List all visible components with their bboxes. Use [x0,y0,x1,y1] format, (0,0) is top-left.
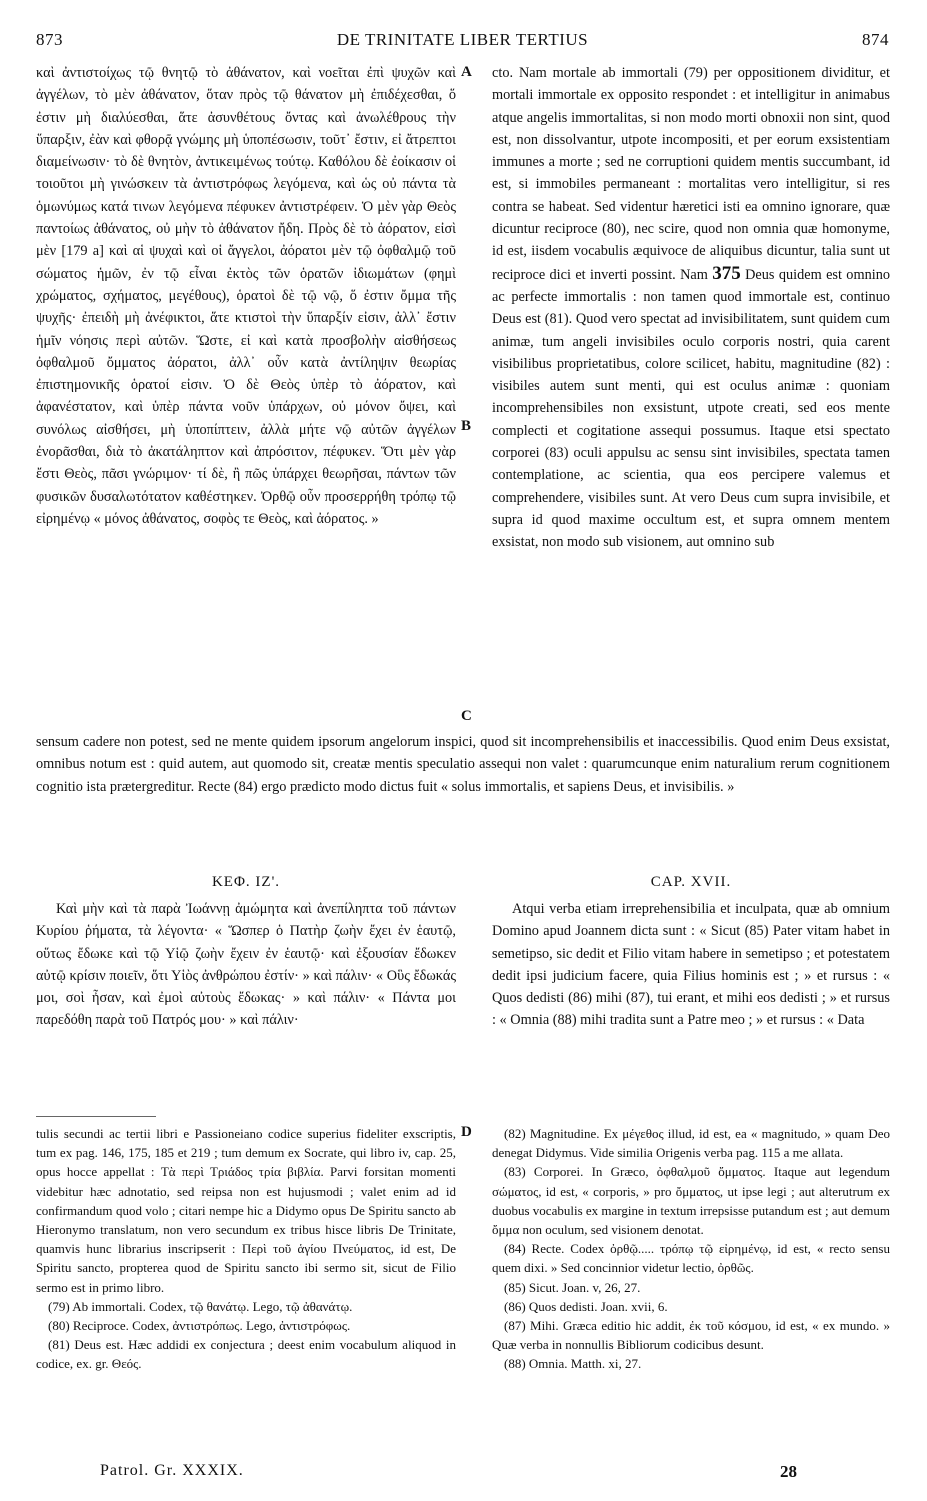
latin-chapter-heading: CAP. XVII. [650,874,732,890]
marker-a: A [461,64,472,80]
latin-text-a: cto. Nam mortale ab immortali (79) per oppositionem dividitur, et mortali immortale ex opposito respondet : et intelligitur in animabus atque angelis immortalitas, si non modo morti obnoxii non sint, quod est, non dissolvantur, utpote incompositi, et per eorum exsistentiam immunes a morte ; sed ne corruptioni quidem mentis succumbant, id est, si immobiles permaneant : mortalitas vero intelligitur, si res contra se habeat. Sed videntur hæretici isti ea omnino ignorare, quæ dicuntur reciproce (80), nec scire, quod non omnia quæ homonyme, id est, iisdem vocabulis æquivoce de aliquibus dicuntur, talia sunt ut reciproce dici et inverti possint. Nam [492,65,890,283]
footer-series: Patrol. Gr. XXXIX. [100,1462,244,1479]
footnote: (80) Reciproce. Codex, ἀντιστρόπως. Lego, ἀντιστρόφως. [48,1318,351,1334]
latin-chapter-text: Atqui verba etiam irreprehensibilia et inculpata, quæ ab omnium Domino apud Joannem dicta sunt : « Sicut (85) Pater vitam habet in semetipso, sic dedit et Filio vitam habere in semetipso ; et potestatem dedit ipsi judicium facere, quia Filius hominis est ; » et rursus : « Quos dedisti (86) mihi (87), tui erant, et mihi eos dedisti ; » et rursus : « Omnia (88) mihi tradita sunt a Patre meo ; » et rursus : « Data [492,901,890,1029]
footnote: (82) Magnitudine. Ex μέγεθος illud, id est, ea « magnitudo, » quam Deo denegat Didymus. Vide similia Origenis verba pag. 115 a me allata. [492,1126,890,1161]
footnote: (79) Ab immortali. Codex, τῷ θανάτῳ. Lego, τῷ ἀθανάτῳ. [48,1298,353,1314]
marker-c: C [461,708,472,724]
footnote: tulis secundi ac tertii libri e Passioneiano codice superius fideliter exscriptis, tum ex pag. 146, 175, 185 et 219 ; tum demum ex Socrate, qui libro iv, cap. 25, opus hocce appellat : Τὰ περὶ Τριάδος τρία βιβλία. Parvi forsitan momenti videbitur hæc adnotatio, sed reipsa non est hujusmodi ; valet enim ad id confirmandum quod volo ; citari nempe hic a Didymo opus De Spiritu sancto ab Hieronymo translatum, non vero secundum ex tribus hisce libris De Trinitate, quamvis hunc librarius inscripserit : Περὶ τοῦ ἁγίου Πνεύματος, id est, De Spiritu sancto, propterea quod de Spiritu sancto ibi sermo sit, sicut de Filio sermo est in primo libro. [36,1126,456,1295]
page-number-right: 874 [862,30,889,49]
latin-chapter-column [492,898,890,1032]
column-number-marker: 375 [712,262,741,284]
footnote: (86) Quos dedisti. Joan. xvii, 6. [504,1298,668,1314]
latin-text-b: Deus quidem est omnino ac perfecte immortalis : non tamen quod immortale est, continuo Deus est (81). Quod vero spectat ad invisibilitatem, sunt quidem cum animæ, tum angeli invisibiles oculo corporis nostri, quia carent visibilibus proprietatibus, colore scilicet, habitu, magnitudine (82) : visibiles autem sunt menti, qui est oculus animæ : quoniam incomprehensibiles non exsistunt, utpote creati, sed eos mente complecti et cogitatione assequi possumus. Itaque etsi spectato corporei (83) oculi appulsu ac sensu sint invisibiles, spectata tamen contemplatione, ac scientia, qua eos percipere valemus et comprehendere, visibiles sunt. At vero Deus cum supra invisibile, et supra id quod maxime occultum est, et supra omnem mentem exsistat, non modo sub visionem, aut omnino sub [492,266,890,551]
greek-chapter-text: Καὶ μὴν καὶ τὰ παρὰ Ἰωάννῃ ἀμώμητα καὶ ἀνεπίληπτα τοῦ πάντων Κυρίου ῥήματα, τὰ λέγοντα· « Ὥσπερ ὁ Πατὴρ ζωὴν ἔχει ἐν ἑαυτῷ, οὕτως ἔδωκε καὶ τῷ Υἱῷ ζωὴν ἔχειν ἐν ἑαυτῷ· καὶ ἐξουσίαν ἔδωκεν αὐτῷ κρίσιν ποιεῖν, ὅτι Υἱὸς ἀνθρώπου ἐστίν· » καὶ πάλιν· « Οὓς ἔδωκάς μοι, σοὶ ἦσαν, καὶ ἐμοὶ αὐτοὺς ἔδωκας· » καὶ πάλιν· « Πάντα μοι παρεδόθη παρὰ τοῦ Πατρός μου· » καὶ πάλιν· [36,901,456,1029]
full-width-text [36,731,890,798]
marker-b: B [461,418,472,434]
footnote-rule [36,1116,156,1117]
greek-paragraph: καὶ ἀντιστοίχως τῷ θνητῷ τὸ ἀθάνατον, καὶ νοεῖται ἐπὶ ψυχῶν καὶ ἀγγέλων, τὸ μὲν ἀθάνατον, ὅταν πρὸς τῷ θάνατον μὴ ἐπιδέχεσθαι, ὅ ἐστιν μὴ διαλύεσθαι, ἅτε ἀσυνθέτους ὄντας καὶ ἀνωλέθρους τὴν ὕπαρξιν, ἐὰν καὶ φθορᾷ γνώμης μὴ ὑποπέσωσιν, τοῦτ᾽ ἔστιν, εἰ ἄτρεπτοι διαμείνωσιν· τὸ δὲ θνητὸν, ἀντικειμένως τούτῳ. Καθόλου δὲ ἐοίκασιν οἱ τοιοῦτοι μὴ γινώσκειν τὰ ἀντιστρόφως λεγόμενα, καὶ ὡς οὐ πάντα τὰ ὁμωνύμως κατά τινων λεγόμενα πέφυκεν ἀντιστρέφειν. Ὁ μὲν γὰρ Θεὸς παντοίως ἀθάνατος, οὐ μὴν τὸ ἀθάνατον ἤδη. Πρὸς δὲ τὸ ἀόρατον, εἰσὶ μὲν [179 a] καὶ αἱ ψυχαὶ καὶ οἱ ἄγγελοι, ἀόρατοι μὲν τῷ ὀφθαλμῷ τοῦ σώματος ἡμῶν, ἐν τῷ εἶναι ἐκτὸς τῶν ὁρατῶν ἰδιωμάτων (φημὶ χρώματος, σχήματος, μεγέθους), ὁρατοὶ δὲ τῷ νῷ, ὅ ἐστιν ὄμμα τῆς ψυχῆς· ἐπειδὴ μὴ ἀνέφικτοι, ἅτε κτιστοὶ τὴν ὕπαρξίν εἰσιν, ἀλλ᾽ ἔστιν ἡμῖν νόησις περὶ αὐτῶν. Ὥστε, εἰ καὶ κατὰ προσβολὴν αἰσθήσεως ὀφθαλμοῦ ὄμματος ἀόρατοι, ἀλλ᾽ οὖν κατὰ ἀντίληψιν θεωρίας ἐπιστημονικῆς ὁρατοί εἰσιν. Ὁ δὲ Θεὸς ὑπὲρ τὸ ἀόρατον, καὶ ἀφανέστατον, καὶ ὑπὲρ πάντα νοῦν ὑπάρχων, οὐ μόνον ὄψει, καὶ συνόλως αἰσθήσει, μὴ ὑποπίπτειν, ἀλλὰ μήτε νῷ αὐτῶν ἀγγέλων ἐνορᾶσθαι, διὰ τὸ ἀκατάληπτον καὶ ἀπρόσιτον, πέφυκεν. Ὅτι μὲν γὰρ ἔστι Θεὸς, πᾶσι γνώριμον· τί δὲ, ἢ πῶς ὑπάρχει θεωρῆσαι, πάντων τῶν φυσικῶν δυσαλωτότατον καθέστηκεν. Ὀρθῷ οὖν προσερρήθη τρόπῳ τῷ εἰρημένῳ « μόνος ἀθάνατος, σοφὸς τε Θεὸς, καὶ ἀόρατος. » [36,65,456,527]
footnotes-left [36,1124,456,1374]
greek-chapter-column [36,898,456,1032]
greek-column [36,62,456,530]
full-width-paragraph: sensum cadere non potest, sed ne mente quidem ipsorum angelorum inspici, quod sit incomprehensibilis et inaccessibilis. Quod enim Deus exsistat, omnibus notum est : quid autem, aut quomodo sit, creatæ mentis speculatio assequi non valet : quarumcunque enim naturalium rerum cognitionem cognitio ista prætergreditur. Recte (84) ergo prædicto modo dictus fuit « solus immortalis, et sapiens Deus, et invisibilis. » [36,734,890,795]
footnote: (88) Omnia. Matth. xi, 27. [504,1356,642,1372]
footnotes-right [492,1124,890,1374]
footnote: (87) Mihi. Græca editio hic addit, ἐκ τοῦ κόσμου, id est, « ex mundo. » Quæ verba in nonnullis Bibliorum codicibus desunt. [492,1318,890,1353]
latin-paragraph [492,62,890,554]
running-title: DE TRINITATE LIBER TERTIUS [336,30,589,49]
footnote: (85) Sicut. Joan. v, 26, 27. [504,1279,641,1295]
footnote: (84) Recte. Codex ὀρθῷ..... τρόπῳ τῷ εἰρημένῳ, id est, « recto sensu quem dixi. » Sed concinnior videtur lectio, ὀρθῶς. [492,1241,890,1276]
footnote: (83) Corporei. In Græco, ὀφθαλμοῦ ὄμματος. Itaque aut legendum σώματος, id est, « corporis, » pro ὄμματος, ut ipse legi ; aut alterutrum ex duobus vocabulis ex margine in textum irrepsisse putandum est ; aut demum ὄμμα non oculum, sed visionem denotat. [492,1164,890,1238]
footnote: (81) Deus est. Hæc addidi ex conjectura ; deest enim vocabulum aliquod in codice, ex. gr. Θεός. [36,1337,456,1372]
marker-d: D [461,1124,472,1140]
page-number-left: 873 [36,30,63,49]
footer-signature: 28 [780,1462,797,1481]
greek-chapter-heading: ΚΕΦ. ΙΖ'. [211,874,281,890]
latin-column [492,62,890,554]
page-header [36,30,889,60]
